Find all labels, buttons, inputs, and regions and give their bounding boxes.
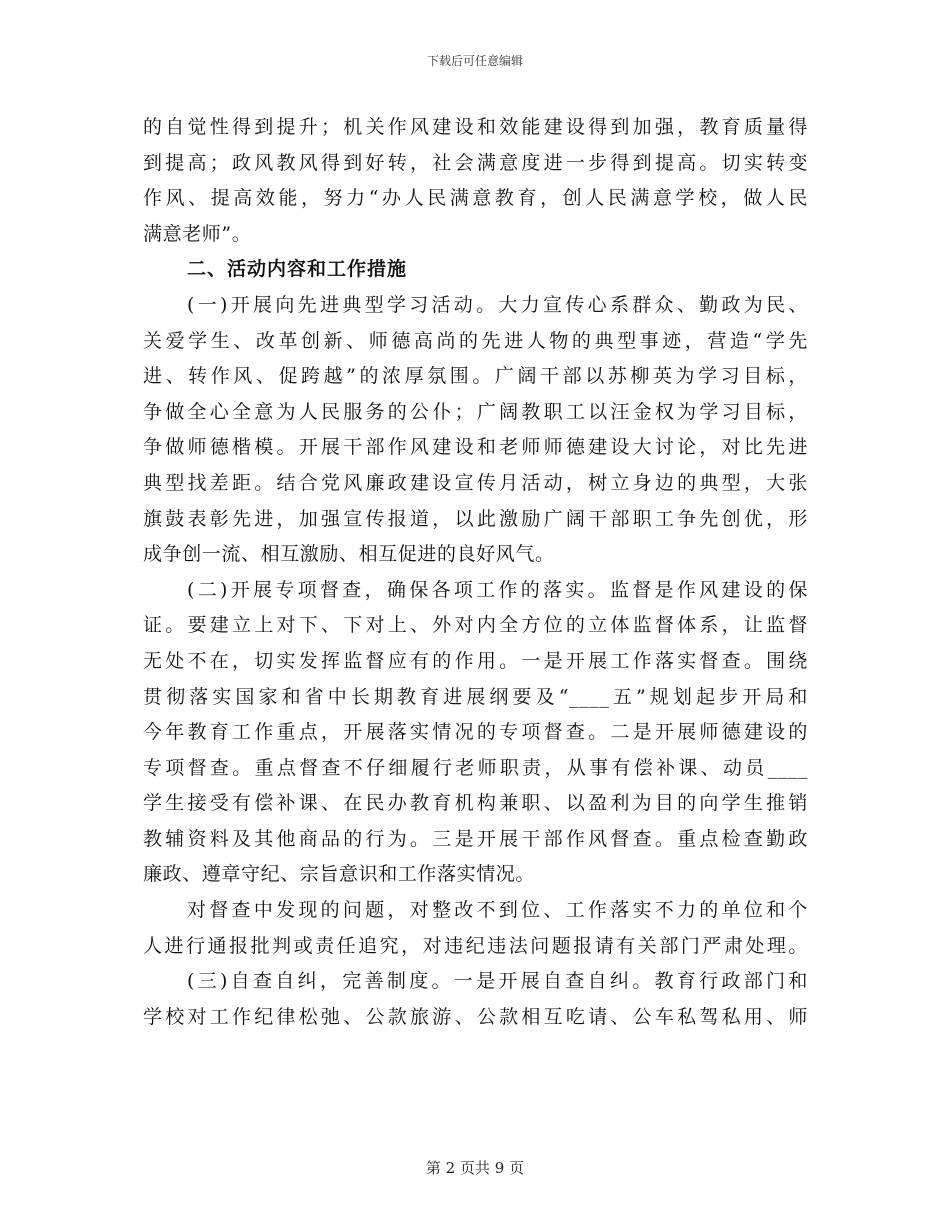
text-line: 到提高；政风教风得到好转，社会满意度进一步得到提高。切实转变 xyxy=(143,151,808,174)
text-line: 教辅资料及其他商品的行为。三是开展干部作风督查。重点检查勤政 xyxy=(143,827,808,850)
page-number: 第 2 页共 9 页 xyxy=(425,1159,525,1177)
text-line: 满意老师”。 xyxy=(143,222,252,245)
text-line: 成争创一流、相互激励、相互促进的良好风气。 xyxy=(143,543,555,566)
page-header-note: 下载后可任意编辑 xyxy=(426,54,523,68)
text-line: 的自觉性得到提升；机关作风建设和效能建设得到加强，教育质量得 xyxy=(143,116,808,138)
text-line: 专项督查。重点督查不仔细履行老师职责，从事有偿补课、动员____ xyxy=(143,756,808,779)
section-heading: 二、活动内容和工作措施 xyxy=(187,258,408,281)
text-line: 典型找差距。结合党风廉政建设宣传月活动，树立身边的典型，大张 xyxy=(143,471,808,494)
text-line: 无处不在，切实发挥监督应有的作用。一是开展工作落实督查。围绕 xyxy=(143,649,808,672)
text-line: 旗鼓表彰先进，加强宣传报道，以此激励广阔干部职工争先创优，形 xyxy=(143,507,808,530)
text-line: 对督查中发现的问题，对整改不到位、工作落实不力的单位和个 xyxy=(187,899,808,922)
text-line: (一)开展向先进典型学习活动。大力宣传心系群众、勤政为民、 xyxy=(187,293,808,316)
text-line: 学校对工作纪律松弛、公款旅游、公款相互吃请、公车私驾私用、师 xyxy=(143,1005,808,1028)
text-line: 作风、提高效能，努力“办人民满意教育，创人民满意学校，做人民 xyxy=(143,187,808,210)
text-line: (三)自查自纠，完善制度。一是开展自查自纠。教育行政部门和 xyxy=(187,970,808,993)
text-line: (二)开展专项督查，确保各项工作的落实。监督是作风建设的保 xyxy=(187,578,808,601)
text-line: 廉政、遵章守纪、宗旨意识和工作落实情况。 xyxy=(143,863,536,886)
text-line: 进、转作风、促跨越”的浓厚氛围。广阔干部以苏柳英为学习目标， xyxy=(143,365,808,388)
text-line: 争做师德楷模。开展干部作风建设和老师师德建设大讨论，对比先进 xyxy=(143,436,808,459)
text-line: 关爱学生、改革创新、师德高尚的先进人物的典型事迹，营造“学先 xyxy=(143,329,808,352)
document-body xyxy=(143,110,808,1035)
text-line: 贯彻落实国家和省中长期教育进展纲要及“____五”规划起步开局和 xyxy=(143,685,808,708)
text-line: 证。要建立上对下、下对上、外对内全方位的立体监督体系，让监督 xyxy=(143,614,808,637)
text-line: 争做全心全意为人民服务的公仆；广阔教职工以汪金权为学习目标， xyxy=(143,400,808,423)
text-line: 今年教育工作重点，开展落实情况的专项督查。二是开展师德建设的 xyxy=(143,721,808,744)
text-line: 学生接受有偿补课、在民办教育机构兼职、以盈利为目的向学生推销 xyxy=(143,792,808,815)
text-line: 人进行通报批判或责任追究，对违纪违法问题报请有关部门严肃处理。 xyxy=(143,934,808,957)
